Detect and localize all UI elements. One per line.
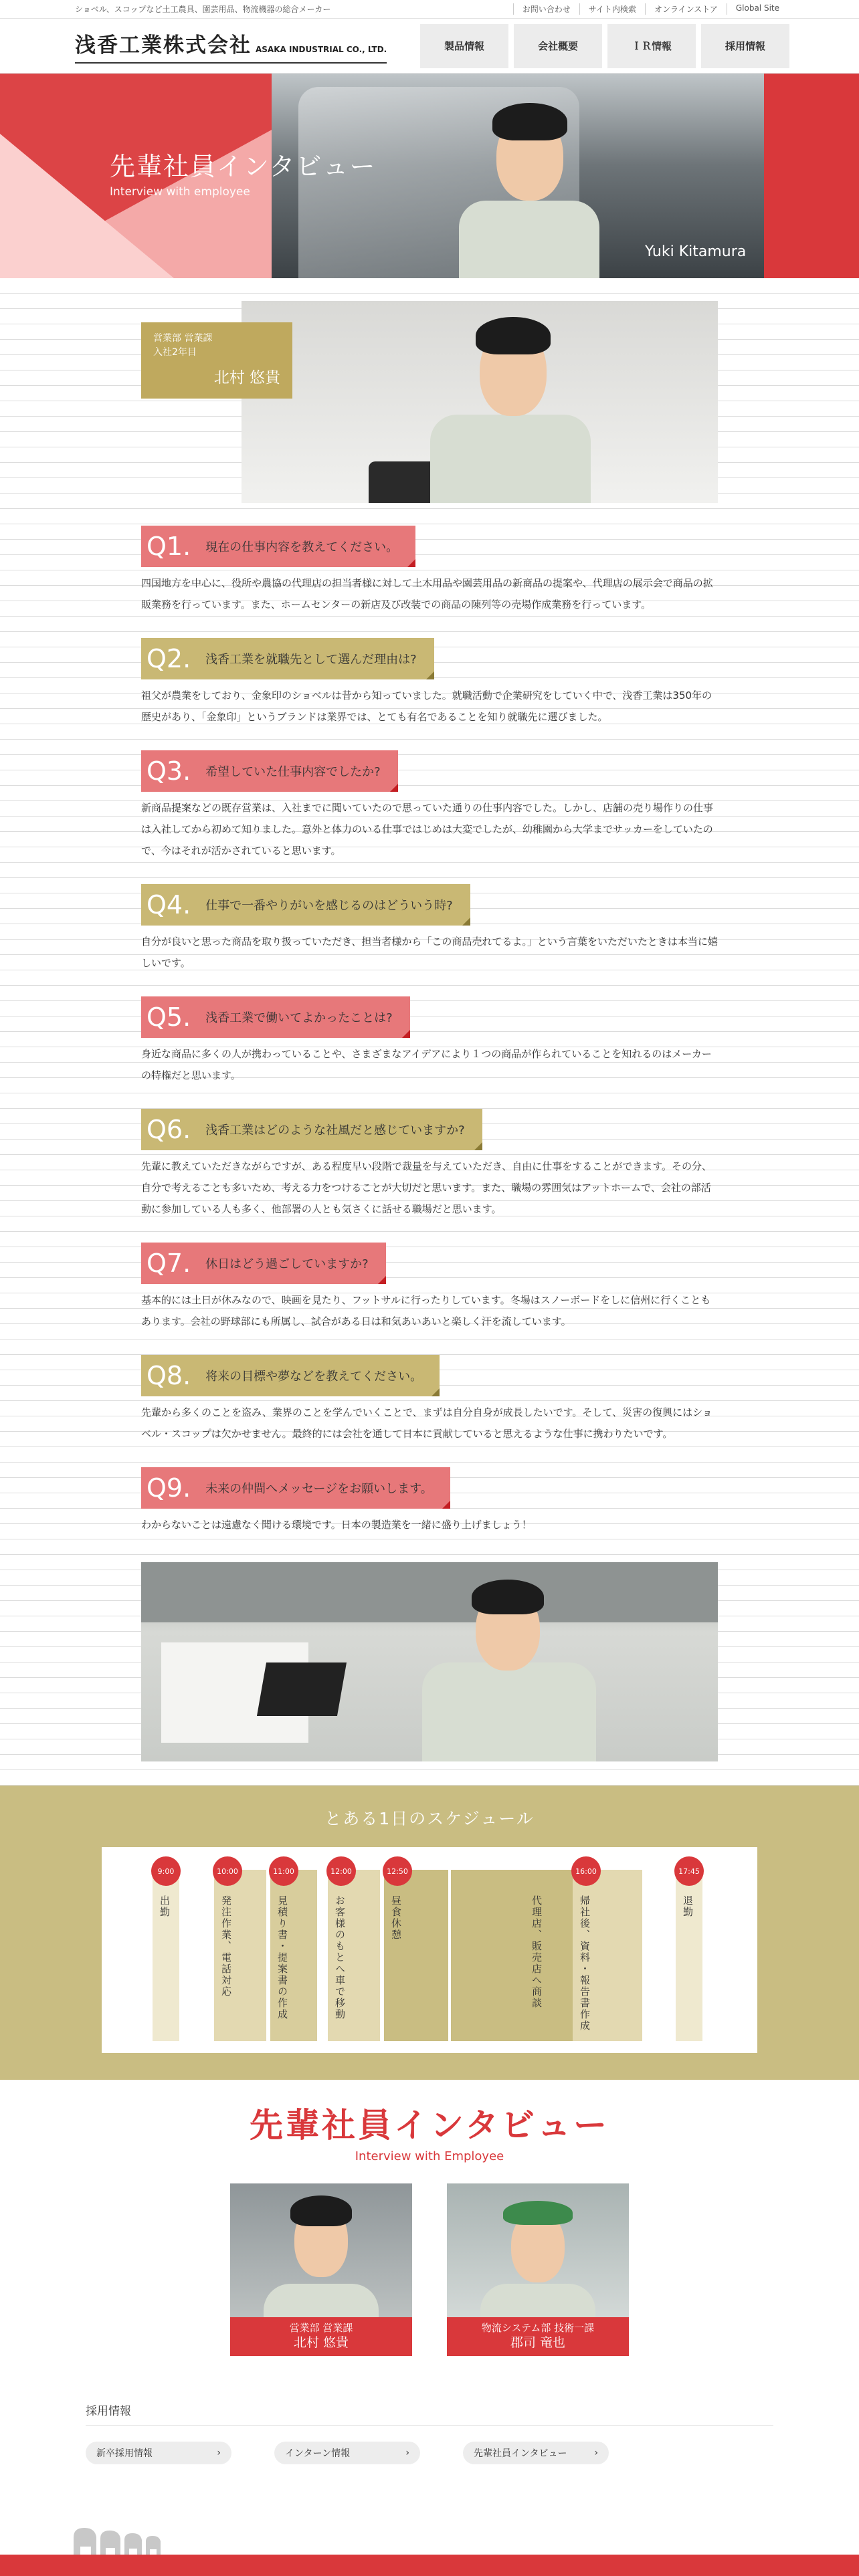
answer-text: 祖父が農業をしており、金象印のショベルは昔から知っていました。就職活動で企業研究をしていく中で、浅香工業は350年の歴史があり、「金象印」というブランドは業界では、とても有名であることを知り就職先に選びました。 — [141, 689, 712, 723]
chevron-right-icon: › — [217, 2448, 221, 2458]
pill-label: 新卒採用情報 — [96, 2448, 153, 2459]
schedule-title: とある1日のスケジュール — [324, 1809, 535, 1828]
question-text: 浅香工業はどのような社風だと感じていますか? — [205, 1123, 465, 1138]
question-text: 浅香工業で働いてよかったことは? — [205, 1011, 393, 1025]
schedule-section — [0, 1786, 859, 2080]
global-site-link[interactable]: Global Site — [727, 3, 788, 15]
elephant-logo-icon — [72, 2525, 179, 2555]
answer-text: 新商品提案などの既存営業は、入社までに聞いていたので思っていた通りの仕事内容でした。しかし、店舗の売り場作りの仕事は入社してから初めて知りました。意外と体力のいる仕事ではじめは大変でしたが、幼稚園から大学までサッカーをしていたので、今はそれが活かされていると思います。 — [141, 802, 714, 857]
question-number: Q6. — [147, 1115, 191, 1144]
qa-item — [141, 526, 718, 615]
answer-text: わからないことは遠慮なく聞ける環境です。日本の製造業を一緒に盛り上げましょう！ — [141, 1519, 532, 1531]
intern-link[interactable] — [274, 2442, 420, 2464]
pill-label: 先輩社員インタビュー — [474, 2448, 567, 2459]
question-heading — [141, 1355, 440, 1396]
question-text: 未来の仲間へメッセージをお願いします。 — [205, 1482, 433, 1496]
qa-item — [141, 996, 718, 1086]
hero-banner — [0, 74, 859, 278]
profile-year: 入社2年目 — [153, 347, 197, 358]
question-heading — [141, 996, 410, 1038]
profile-block — [141, 301, 718, 503]
chevron-right-icon: › — [594, 2448, 598, 2458]
schedule-label: お客様のもとへ車で移動 — [334, 1895, 346, 2020]
interview-list-section — [0, 2080, 859, 2356]
nav-company[interactable]: 会社概要 — [514, 24, 602, 68]
utility-links — [513, 3, 788, 15]
answer-text: 四国地方を中心に、役所や農協の代理店の担当者様に対して土木用品や園芸用品の新商品の提案や、代理店の展示会で商品の拡販業務を行っています。また、ホームセンターの新店及び改装での商品の陳列等の売場作成業務を行っています。 — [141, 577, 713, 611]
qa-item — [141, 638, 718, 728]
schedule-label: 出勤 — [159, 1895, 171, 1918]
pill-label: インターン情報 — [285, 2448, 351, 2459]
interview-list-subtitle: Interview with Employee — [355, 2149, 504, 2163]
office-photo — [141, 1562, 718, 1761]
interview-card-gunji[interactable] — [447, 2183, 629, 2356]
question-number: Q1. — [147, 532, 191, 561]
question-heading — [141, 750, 398, 792]
question-text: 将来の目標や夢などを教えてください。 — [205, 1370, 423, 1384]
nav-ir[interactable]: ＩＲ情報 — [607, 24, 696, 68]
schedule-time: 16:00 — [571, 1856, 601, 1886]
profile-dept: 営業部 営業課 — [153, 333, 213, 344]
question-text: 仕事で一番やりがいを感じるのはどういう時? — [205, 899, 453, 913]
footer-bar — [0, 2555, 859, 2576]
online-store-link[interactable]: オンラインストア — [645, 3, 727, 15]
logo-jp: 浅香工業株式会社 — [75, 33, 252, 58]
chevron-right-icon: › — [405, 2448, 409, 2458]
question-number: Q2. — [147, 644, 191, 673]
answer-text: 先輩から多くのことを盗み、業界のことを学んでいくことで、まずは自分自身が成長したいです。そして、災害の復興にはショベル・スコップは欠かせません。最終的には会社を通して日本に貢献していると思えるような仕事に携わりたいです。 — [141, 1406, 712, 1440]
question-number: Q8. — [147, 1361, 191, 1390]
interview-content — [0, 278, 859, 2080]
employee-interview-link[interactable] — [463, 2442, 609, 2464]
schedule-time: 12:00 — [326, 1856, 356, 1886]
hero-red-bar — [764, 74, 859, 278]
logo-en: ASAKA INDUSTRIAL CO., LTD. — [256, 45, 387, 54]
site-search-link[interactable]: サイト内検索 — [579, 3, 645, 15]
question-heading — [141, 638, 434, 679]
recruit-nav — [86, 2401, 773, 2464]
qa-item — [141, 1243, 718, 1332]
schedule-time: 9:00 — [151, 1856, 181, 1886]
question-heading — [141, 884, 470, 926]
recruit-heading: 採用情報 — [86, 2401, 773, 2426]
page-title: 先輩社員インタビュー — [110, 152, 377, 181]
nav-products[interactable]: 製品情報 — [420, 24, 508, 68]
question-text: 休日はどう過ごしていますか? — [205, 1257, 369, 1271]
qa-item — [141, 884, 718, 974]
page-subtitle: Interview with employee — [110, 185, 250, 199]
answer-text: 基本的には土日が休みなので、映画を見たり、フットサルに行ったりしています。冬場はスノーボードをしに信州に行くこともあります。会社の野球部にも所属し、試合がある日は和気あいあいと楽しく汗を流しています。 — [141, 1294, 711, 1327]
schedule-time: 12:50 — [383, 1856, 412, 1886]
schedule-label: 退勤 — [682, 1895, 694, 1918]
question-text: 希望していた仕事内容でしたか? — [205, 765, 381, 779]
card-name: 北村 悠貴 — [293, 2335, 349, 2351]
card-dept: 営業部 営業課 — [289, 2321, 353, 2334]
question-heading — [141, 1109, 482, 1150]
tagline: ショベル、スコップなど土工農具、園芸用品、物流機器の総合メーカー — [75, 5, 331, 14]
question-number: Q3. — [147, 756, 191, 786]
profile-name: 北村 悠貴 — [213, 369, 280, 387]
question-number: Q7. — [147, 1249, 191, 1278]
profile-card — [141, 322, 292, 399]
new-grad-link[interactable] — [86, 2442, 231, 2464]
card-caption — [447, 2317, 629, 2356]
schedule-label: 帰社後、資料・報告書作成 — [579, 1895, 591, 2032]
question-heading — [141, 1467, 450, 1509]
question-number: Q5. — [147, 1002, 191, 1032]
interview-list-title: 先輩社員インタビュー — [250, 2106, 609, 2145]
site-header — [0, 19, 859, 74]
card-name: 郡司 竜也 — [510, 2335, 566, 2351]
qa-item — [141, 1355, 718, 1444]
schedule-label: 代理店、販売店へ商談 — [531, 1895, 543, 2009]
profile-photo — [242, 301, 718, 503]
qa-item — [141, 750, 718, 861]
answer-text: 自分が良いと思った商品を取り扱っていただき、担当者様から「この商品売れてるよ。」という言葉をいただいたときは本当に嬉しいです。 — [141, 936, 718, 969]
answer-text: 身近な商品に多くの人が携わっていることや、さまざまなアイデアにより１つの商品が作られていることを知れるのはメーカーの特権だと思います。 — [141, 1048, 712, 1081]
question-number: Q9. — [147, 1473, 191, 1503]
schedule-time: 17:45 — [674, 1856, 704, 1886]
question-text: 現在の仕事内容を教えてください。 — [205, 540, 399, 554]
schedule-label: 見積り書・提案書の作成 — [276, 1895, 288, 2020]
question-number: Q4. — [147, 890, 191, 920]
schedule-time: 11:00 — [269, 1856, 298, 1886]
qa-item — [141, 1109, 718, 1220]
question-text: 浅香工業を就職先として選んだ理由は? — [205, 653, 417, 667]
hero-title-block — [110, 146, 376, 199]
schedule-timeline — [102, 1847, 757, 2053]
nav-recruit[interactable]: 採用情報 — [701, 24, 789, 68]
card-dept: 物流システム部 技術一課 — [481, 2321, 595, 2334]
question-heading — [141, 526, 415, 567]
top-bar — [0, 0, 859, 19]
schedule-label: 昼食休憩 — [390, 1895, 402, 1941]
card-caption — [230, 2317, 412, 2356]
answer-text: 先輩に教えていただきながらですが、ある程度早い段階で裁量を与えていただき、自由に仕事をすることができます。その分、自分で考えることも多いため、考える力をつけることが大切だと思います。また、職場の雰囲気はアットホームで、会社の部活動に参加している人も多く、他部署の人とも気さくに話せる職場だと思います。 — [141, 1160, 712, 1215]
hero-name: Yuki Kitamura — [645, 243, 747, 260]
site-logo[interactable] — [75, 28, 387, 64]
question-heading — [141, 1243, 386, 1284]
qa-item — [141, 1467, 718, 1535]
main-nav — [420, 24, 789, 68]
schedule-time: 10:00 — [213, 1856, 242, 1886]
schedule-label: 発注作業、電話対応 — [220, 1895, 232, 1998]
interview-card-kitamura[interactable] — [230, 2183, 412, 2356]
contact-link[interactable]: お問い合わせ — [513, 3, 579, 15]
